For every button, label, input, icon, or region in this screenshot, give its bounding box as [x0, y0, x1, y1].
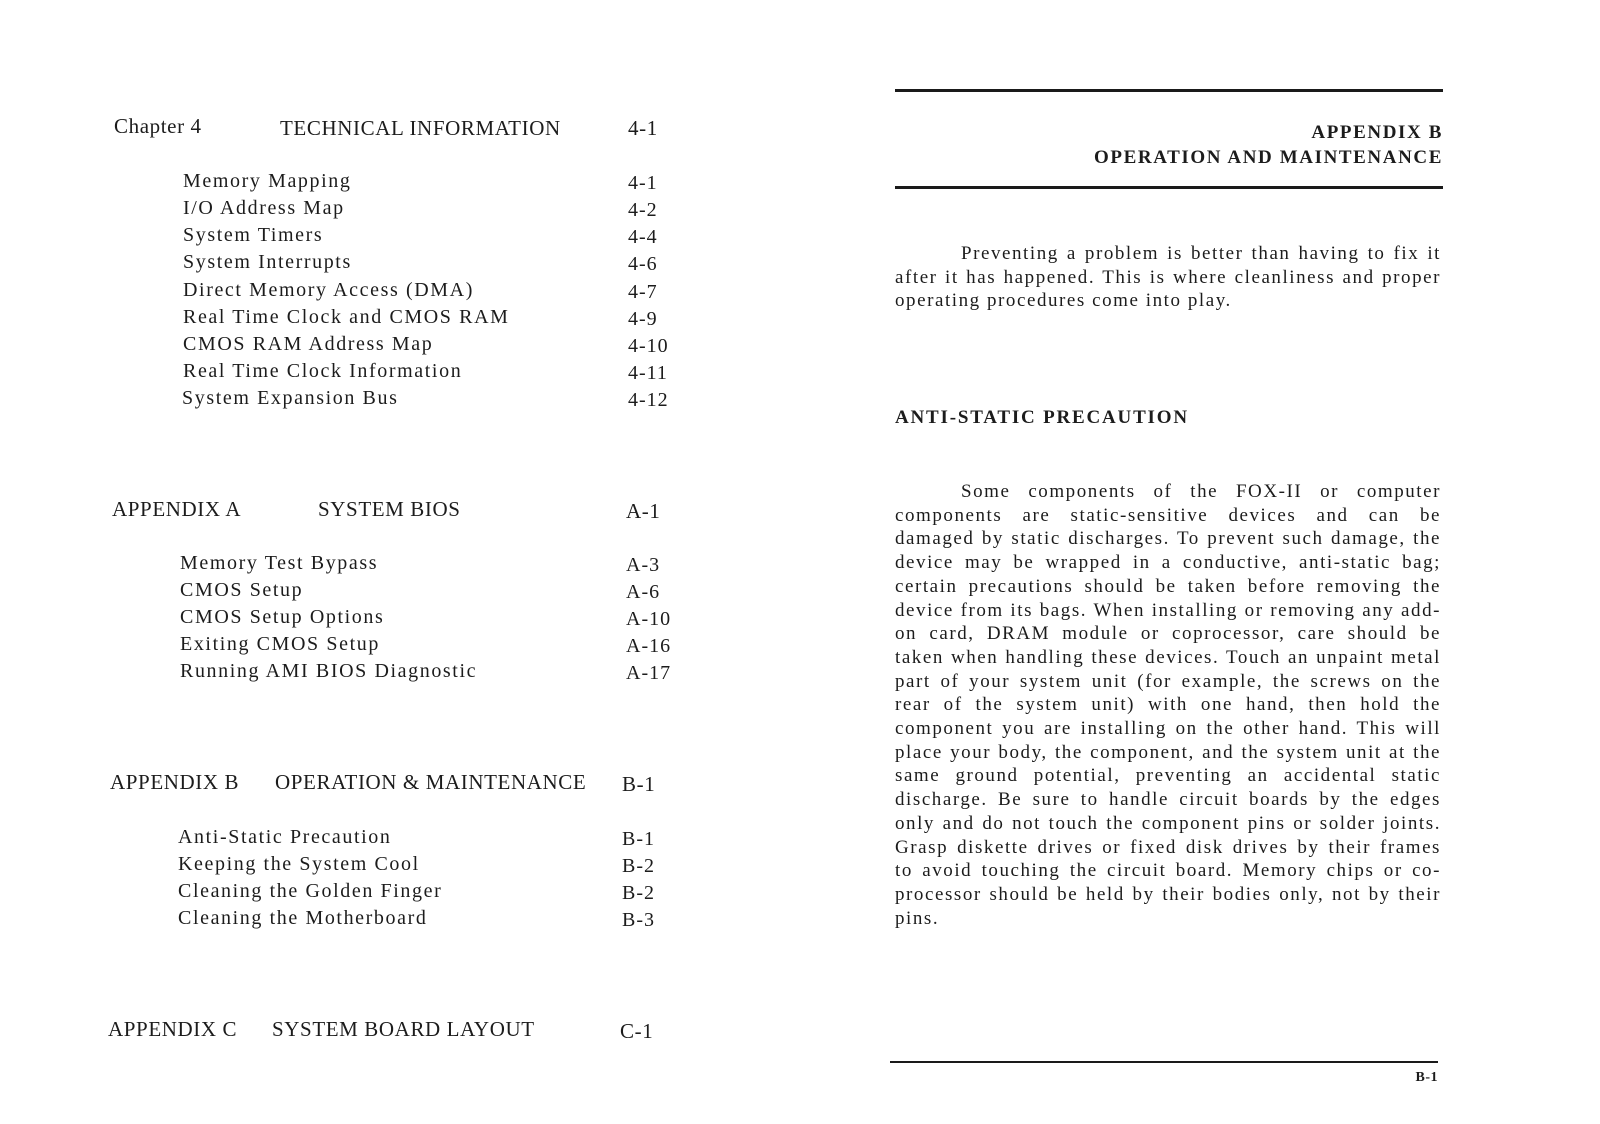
- appendix-heading-line-1: APPENDIX B: [1311, 122, 1443, 143]
- footer-rule: [890, 1061, 1438, 1063]
- toc-entry-page: 4-12: [628, 389, 669, 411]
- intro-paragraph: Preventing a problem is better than having to fix it after it has happened. This is where cleanliness and proper operating procedures come into play.: [895, 243, 1441, 312]
- toc-section-title: SYSTEM BIOS: [318, 497, 461, 521]
- toc-entry-label: Running AMI BIOS Diagnostic: [180, 660, 478, 682]
- toc-entry-page: 4-1: [628, 172, 658, 194]
- toc-entry-label: Direct Memory Access (DMA): [183, 279, 474, 301]
- toc-entry-label: Anti-Static Precaution: [178, 826, 392, 848]
- toc-entry-label: Keeping the System Cool: [178, 853, 420, 875]
- toc-entry-label: System Timers: [183, 224, 324, 246]
- toc-section-page: C-1: [620, 1019, 654, 1043]
- toc-entry-page: A-3: [626, 554, 661, 576]
- toc-entry-page: 4-9: [628, 308, 658, 330]
- toc-entry-label: Real Time Clock Information: [183, 360, 463, 382]
- toc-entry-page: 4-11: [628, 362, 668, 384]
- toc-section-title: OPERATION & MAINTENANCE: [275, 770, 587, 794]
- appendix-b-page: [800, 0, 1600, 1124]
- toc-entry-page: 4-7: [628, 281, 658, 303]
- toc-entry-label: System Expansion Bus: [182, 387, 399, 409]
- toc-entry-label: CMOS RAM Address Map: [183, 333, 434, 355]
- toc-section-page: A-1: [626, 499, 661, 523]
- toc-entry-page: B-2: [622, 855, 655, 877]
- toc-section-label: APPENDIX B: [110, 770, 240, 794]
- toc-entry-label: I/O Address Map: [183, 197, 345, 219]
- toc-section-title: SYSTEM BOARD LAYOUT: [272, 1017, 535, 1041]
- appendix-heading: [1094, 120, 1443, 170]
- toc-entry-page: B-2: [622, 882, 655, 904]
- toc-entry-label: Exiting CMOS Setup: [180, 633, 380, 655]
- toc-entry-label: Cleaning the Motherboard: [178, 907, 428, 929]
- toc-entry-label: Memory Mapping: [183, 170, 352, 192]
- toc-entry-page: 4-4: [628, 226, 658, 248]
- toc-entry-label: Cleaning the Golden Finger: [178, 880, 443, 902]
- page-number: B-1: [1415, 1070, 1438, 1085]
- toc-entry-label: Memory Test Bypass: [180, 552, 379, 574]
- toc-entry-page: 4-6: [628, 253, 658, 275]
- appendix-heading-line-2: OPERATION AND MAINTENANCE: [1094, 147, 1443, 168]
- toc-section-title: TECHNICAL INFORMATION: [280, 116, 561, 140]
- toc-entry-page: B-3: [622, 909, 655, 931]
- toc-section-page: 4-1: [628, 116, 658, 140]
- toc-entry-page: A-6: [626, 581, 661, 603]
- toc-entry-label: CMOS Setup: [180, 579, 304, 601]
- toc-entry-page: B-1: [622, 828, 655, 850]
- toc-entry-page: A-10: [626, 608, 672, 630]
- toc-entry-page: 4-10: [628, 335, 669, 357]
- toc-entry-label: System Interrupts: [183, 251, 352, 273]
- toc-section-page: B-1: [622, 772, 656, 796]
- toc-section-label: Chapter 4: [114, 114, 202, 138]
- toc-entry-label: CMOS Setup Options: [180, 606, 385, 628]
- section-title: ANTI-STATIC PRECAUTION: [895, 407, 1189, 428]
- toc-section-label: APPENDIX A: [112, 497, 242, 521]
- toc-section-label: APPENDIX C: [108, 1017, 238, 1041]
- heading-rule: [895, 186, 1443, 189]
- section-body-paragraph: Some components of the FOX-II or computer components are static-sensitive devices and can be damaged by static discharges. To prevent such damage, the device may be wrapped in a conductive, anti-static bag; certain precautions should be taken before removing the device from its bags. When installing or removing any add-on card, DRAM module or coprocessor, care should be taken when handling these devices. Touch an unpaint metal part of your system unit (for example, the screws on the rear of the system unit) with one hand, then hold the component you are installing on the other hand. This will place your body, the component, and the system unit at the same ground potential, preventing an accidental static discharge. Be sure to handle circuit boards by the edges only and do not touch the component pins or solder joints. Grasp diskette drives or fixed disk drives by their frames to avoid touching the circuit board. Memory chips or co-processor should be held by their bodies only, not by their pins.: [895, 481, 1441, 929]
- top-rule: [895, 89, 1443, 92]
- toc-entry-label: Real Time Clock and CMOS RAM: [183, 306, 510, 328]
- toc-entry-page: 4-2: [628, 199, 658, 221]
- toc-entry-page: A-16: [626, 635, 672, 657]
- toc-entry-page: A-17: [626, 662, 672, 684]
